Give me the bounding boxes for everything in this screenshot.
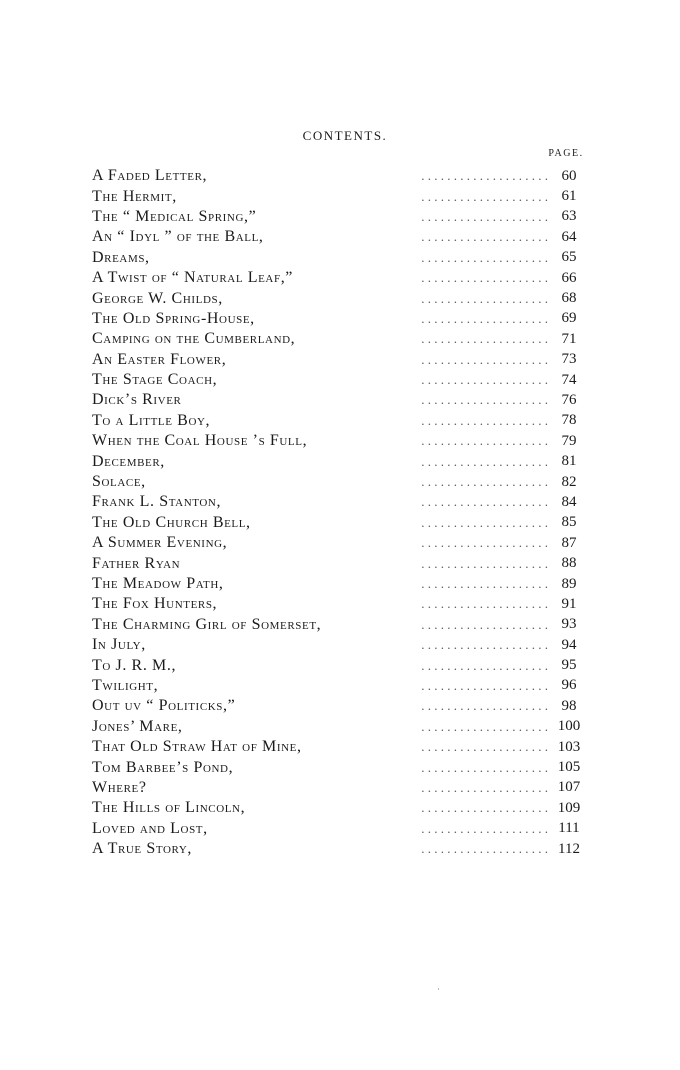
toc-entry-title: Jones’ Mare, [92,717,183,735]
dot-leader: . . . . . . . . . . . . . . . . . . . . [421,677,548,693]
toc-entry-page-number: 112 [558,840,580,857]
toc-entry [92,819,586,839]
toc-entry-title: The Old Spring-House, [92,309,255,327]
toc-entry [92,248,586,268]
toc-entry-page-number: 109 [557,799,581,816]
page-column-label: PAGE. [548,148,584,159]
toc-entry-page-number: 69 [561,310,577,327]
toc-entry-title: A True Story, [92,840,192,858]
toc-entry-page-number: 88 [561,555,577,572]
toc-entry-page-number: 79 [561,432,577,449]
dot-leader: . . . . . . . . . . . . . . . . . . . . [421,739,548,755]
dot-leader: . . . . . . . . . . . . . . . . . . . . [421,412,548,428]
toc-entry [92,615,586,635]
toc-entry [92,533,586,553]
toc-entry [92,309,586,329]
toc-entry-title: Tom Barbee’s Pond, [92,758,234,776]
dot-leader: . . . . . . . . . . . . . . . . . . . . [421,657,548,673]
toc-entry-title: The Old Church Bell, [92,513,251,531]
toc-entry-title: Loved and Lost, [92,819,208,837]
dot-leader: . . . . . . . . . . . . . . . . . . . . [421,596,548,612]
toc-entry-page-number: 61 [561,188,577,205]
dot-leader: . . . . . . . . . . . . . . . . . . . . [421,392,548,408]
toc-entry [92,186,586,206]
toc-entry-page-number: 96 [561,677,577,694]
dot-leader: . . . . . . . . . . . . . . . . . . . . [421,270,548,286]
toc-entry [92,370,586,390]
dot-leader: . . . . . . . . . . . . . . . . . . . . [421,229,548,245]
dot-leader: . . . . . . . . . . . . . . . . . . . . [421,351,548,367]
dot-leader: . . . . . . . . . . . . . . . . . . . . [421,514,548,530]
toc-entry [92,778,586,798]
dot-leader: . . . . . . . . . . . . . . . . . . . . [421,555,548,571]
toc-entry [92,696,586,716]
dot-leader: . . . . . . . . . . . . . . . . . . . . [421,168,548,184]
toc-entry [92,207,586,227]
dot-leader: . . . . . . . . . . . . . . . . . . . . [421,372,548,388]
toc-entry-page-number: 78 [561,412,577,429]
table-of-contents [92,166,586,859]
toc-entry-page-number: 93 [561,616,577,633]
toc-entry [92,553,586,573]
toc-entry [92,451,586,471]
toc-entry-title: Father Ryan [92,554,181,572]
toc-entry [92,350,586,370]
dot-leader: . . . . . . . . . . . . . . . . . . . . [421,841,548,857]
toc-entry-page-number: 107 [557,779,581,796]
toc-entry-title: The Stage Coach, [92,371,218,389]
toc-entry-title: Twilight, [92,676,159,694]
toc-entry-page-number: 60 [561,167,577,184]
toc-entry-title: An Easter Flower, [92,350,227,368]
toc-entry-page-number: 68 [561,290,577,307]
toc-entry [92,166,586,186]
toc-entry-title: A Faded Letter, [92,167,208,185]
toc-entry-title: Out uv “ Politicks,” [92,697,236,715]
dot-leader: . . . . . . . . . . . . . . . . . . . . [421,249,548,265]
toc-entry-page-number: 91 [561,595,577,612]
toc-entry-page-number: 82 [561,473,577,490]
toc-entry-title: That Old Straw Hat of Mine, [92,738,302,756]
toc-entry [92,757,586,777]
toc-entry [92,492,586,512]
toc-entry-page-number: 64 [561,228,577,245]
dot-leader: . . . . . . . . . . . . . . . . . . . . [421,208,548,224]
toc-entry [92,737,586,757]
toc-entry-page-number: 87 [561,534,577,551]
dot-leader: . . . . . . . . . . . . . . . . . . . . [421,433,548,449]
toc-entry [92,513,586,533]
dot-leader: . . . . . . . . . . . . . . . . . . . . [421,535,548,551]
toc-entry-page-number: 105 [557,759,581,776]
dot-leader: . . . . . . . . . . . . . . . . . . . . [421,453,548,469]
toc-entry-page-number: 66 [561,269,577,286]
dot-leader: . . . . . . . . . . . . . . . . . . . . [421,616,548,632]
toc-entry [92,655,586,675]
toc-entry-page-number: 85 [561,514,577,531]
dot-leader: . . . . . . . . . . . . . . . . . . . . [421,188,548,204]
toc-entry [92,227,586,247]
toc-entry-title: George W. Childs, [92,289,223,307]
toc-entry-title: December, [92,452,165,470]
toc-entry-title: The Meadow Path, [92,575,224,592]
contents-heading: CONTENTS. [302,128,388,143]
dot-leader: . . . . . . . . . . . . . . . . . . . . [421,331,548,347]
dot-leader: . . . . . . . . . . . . . . . . . . . . [421,290,548,306]
dot-leader: . . . . . . . . . . . . . . . . . . . . [421,576,548,591]
dot-leader: . . . . . . . . . . . . . . . . . . . . [421,310,548,326]
toc-entry [92,574,586,594]
toc-entry-title: The Charming Girl of Somerset, [92,615,322,633]
toc-entry-title: Dick’s River [92,391,182,409]
dot-leader: . . . . . . . . . . . . . . . . . . . . [421,718,548,734]
toc-entry [92,839,586,859]
dot-leader: . . . . . . . . . . . . . . . . . . . . [421,637,548,653]
dot-leader: . . . . . . . . . . . . . . . . . . . . [421,474,548,490]
toc-entry-page-number: 71 [561,330,577,347]
toc-entry [92,411,586,431]
toc-entry-page-number: 103 [557,738,581,755]
dot-leader: . . . . . . . . . . . . . . . . . . . . [421,820,548,836]
toc-entry-page-number: 111 [558,820,580,837]
toc-entry-title: In July, [92,636,146,654]
toc-entry-page-number: 95 [561,657,577,674]
toc-entry-title: To a Little Boy, [92,411,211,429]
toc-entry-title: The Hermit, [92,187,177,205]
toc-entry-page-number: 84 [561,493,577,510]
toc-entry [92,676,586,696]
toc-entry-page-number: 94 [561,636,577,653]
toc-entry-title: Frank L. Stanton, [92,493,222,511]
dot-leader: . . . . . . . . . . . . . . . . . . . . [421,779,548,795]
toc-entry [92,594,586,614]
toc-entry-title: Camping on the Cumberland, [92,330,296,348]
toc-entry-title: A Twist of “ Natural Leaf,” [92,269,293,287]
toc-entry [92,390,586,410]
toc-entry-title: An “ Idyl ” of the Ball, [92,228,264,246]
toc-entry-page-number: 65 [561,249,577,266]
toc-entry [92,798,586,818]
toc-entry-title: Solace, [92,473,146,491]
toc-entry-title: The Fox Hunters, [92,595,218,613]
toc-entry [92,431,586,451]
toc-entry-title: To J. R. M., [92,656,177,674]
toc-entry-title: The “ Medical Spring,” [92,207,257,225]
toc-entry [92,268,586,288]
toc-entry-page-number: 89 [561,575,577,592]
toc-entry-title: Where? [92,778,147,796]
toc-entry-title: Dreams, [92,248,150,266]
toc-entry-title: A Summer Evening, [92,534,228,552]
toc-entry [92,472,586,492]
toc-entry-page-number: 81 [561,453,577,470]
paper-speck [438,988,439,990]
dot-leader: . . . . . . . . . . . . . . . . . . . . [421,800,548,816]
toc-entry-page-number: 100 [557,718,581,735]
dot-leader: . . . . . . . . . . . . . . . . . . . . [421,759,548,775]
toc-entry-page-number: 63 [561,208,577,225]
toc-entry-page-number: 76 [561,391,577,408]
toc-entry-title: The Hills of Lincoln, [92,799,246,817]
toc-entry-page-number: 98 [561,697,577,714]
toc-entry-title: When the Coal House ’s Full, [92,432,308,450]
toc-entry-page-number: 73 [561,351,577,368]
dot-leader: . . . . . . . . . . . . . . . . . . . . [421,494,548,510]
dot-leader: . . . . . . . . . . . . . . . . . . . . [421,698,548,714]
toc-entry [92,717,586,737]
toc-entry [92,329,586,349]
toc-entry-page-number: 74 [561,371,577,388]
toc-entry [92,288,586,308]
toc-entry [92,635,586,655]
